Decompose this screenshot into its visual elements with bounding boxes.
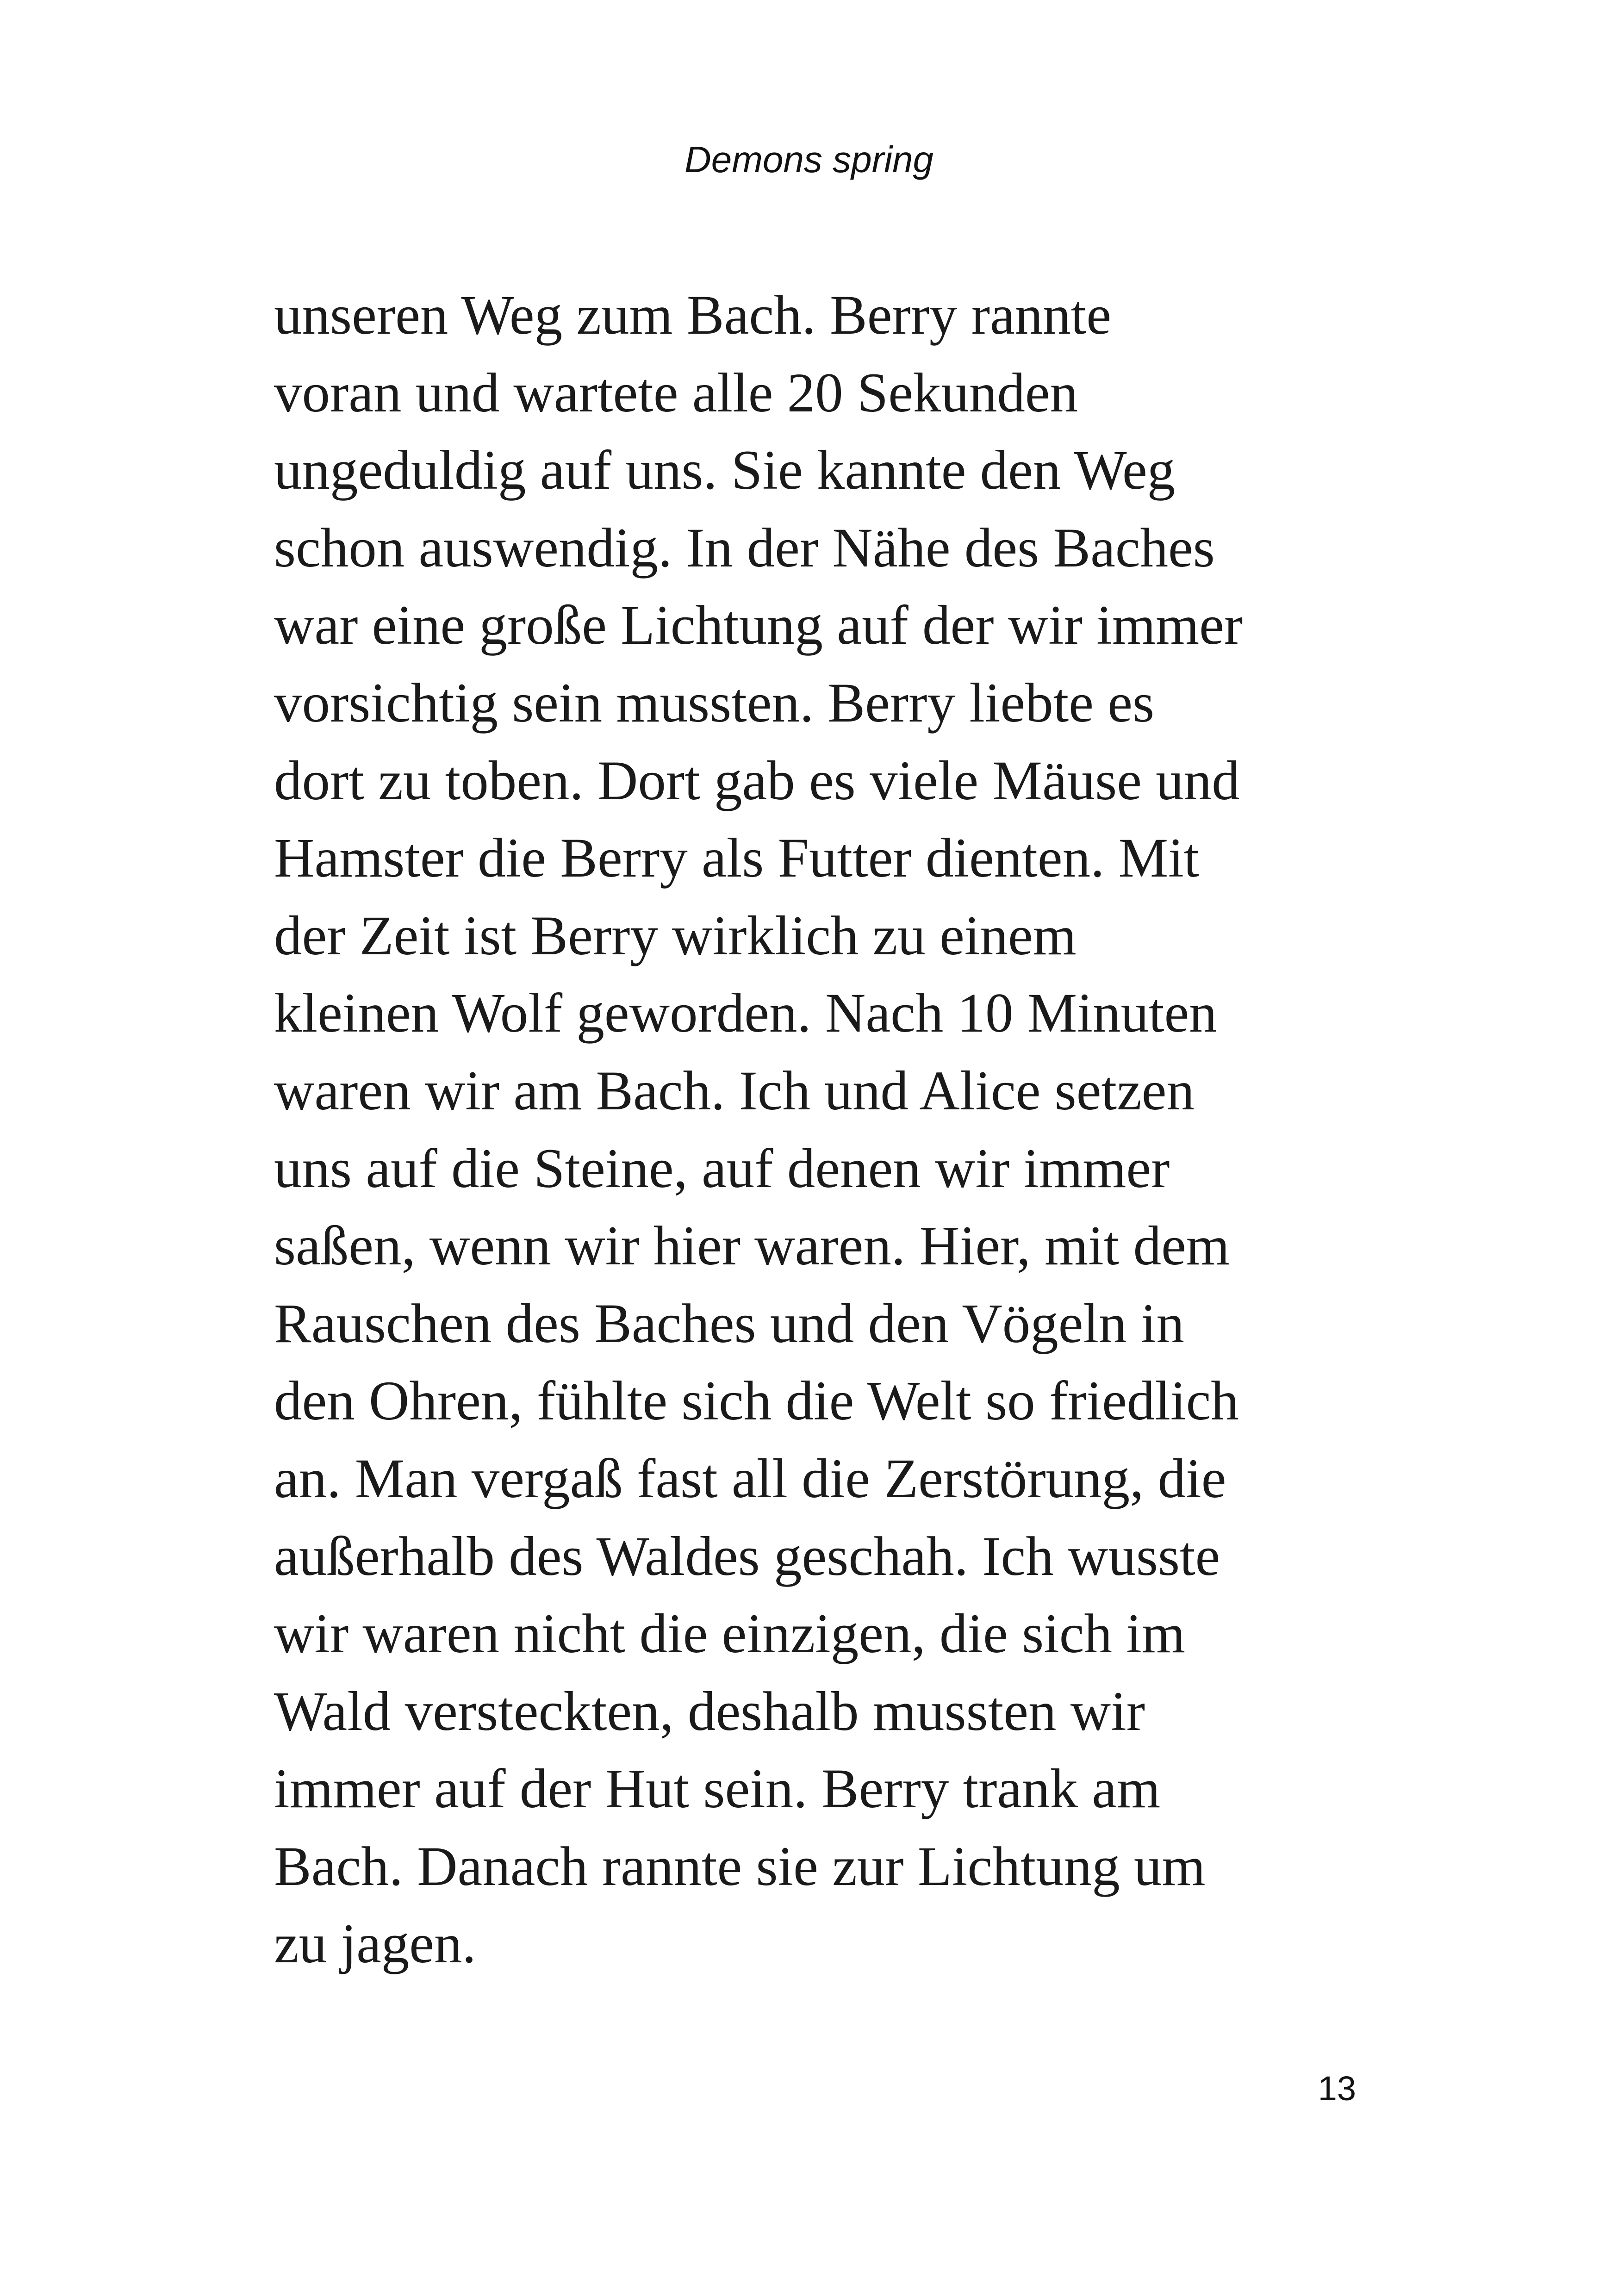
text-line: an. Man vergaß fast all die Zerstörung, die [274, 1447, 1226, 1510]
text-line: kleinen Wolf geworden. Nach 10 Minuten [274, 982, 1217, 1045]
text-line: schon auswendig. In der Nähe des Baches [274, 516, 1215, 579]
running-header: Demons spring [684, 139, 933, 180]
text-line: zu jagen. [274, 1913, 476, 1975]
text-line: dort zu toben. Dort gab es viele Mäuse und [274, 749, 1240, 812]
text-line: voran und wartete alle 20 Sekunden [274, 361, 1078, 424]
text-line: Rauschen des Baches und den Vögeln in [274, 1292, 1184, 1355]
text-line: waren wir am Bach. Ich und Alice setzen [274, 1059, 1195, 1122]
page-number: 13 [1318, 2069, 1356, 2108]
text-line: ungeduldig auf uns. Sie kannte den Weg [274, 439, 1176, 502]
text-line: unseren Weg zum Bach. Berry rannte [274, 284, 1112, 346]
text-line: den Ohren, fühlte sich die Welt so friedlich [274, 1370, 1239, 1432]
text-line: Bach. Danach rannte sie zur Lichtung um [274, 1835, 1206, 1898]
text-line: vorsichtig sein mussten. Berry liebte es [274, 672, 1155, 734]
text-line: Wald versteckten, deshalb mussten wir [274, 1680, 1145, 1742]
text-line: uns auf die Steine, auf denen wir immer [274, 1137, 1170, 1200]
body-text [274, 277, 1385, 1983]
text-line: Hamster die Berry als Futter dienten. Mit [274, 827, 1200, 890]
text-line: außerhalb des Waldes geschah. Ich wusste [274, 1525, 1220, 1587]
text-line: der Zeit ist Berry wirklich zu einem [274, 904, 1077, 967]
text-line: wir waren nicht die einzigen, die sich im [274, 1603, 1185, 1665]
text-line: saßen, wenn wir hier waren. Hier, mit dem [274, 1215, 1230, 1277]
text-line: war eine große Lichtung auf der wir immer [274, 594, 1243, 657]
text-line: immer auf der Hut sein. Berry trank am [274, 1758, 1161, 1820]
